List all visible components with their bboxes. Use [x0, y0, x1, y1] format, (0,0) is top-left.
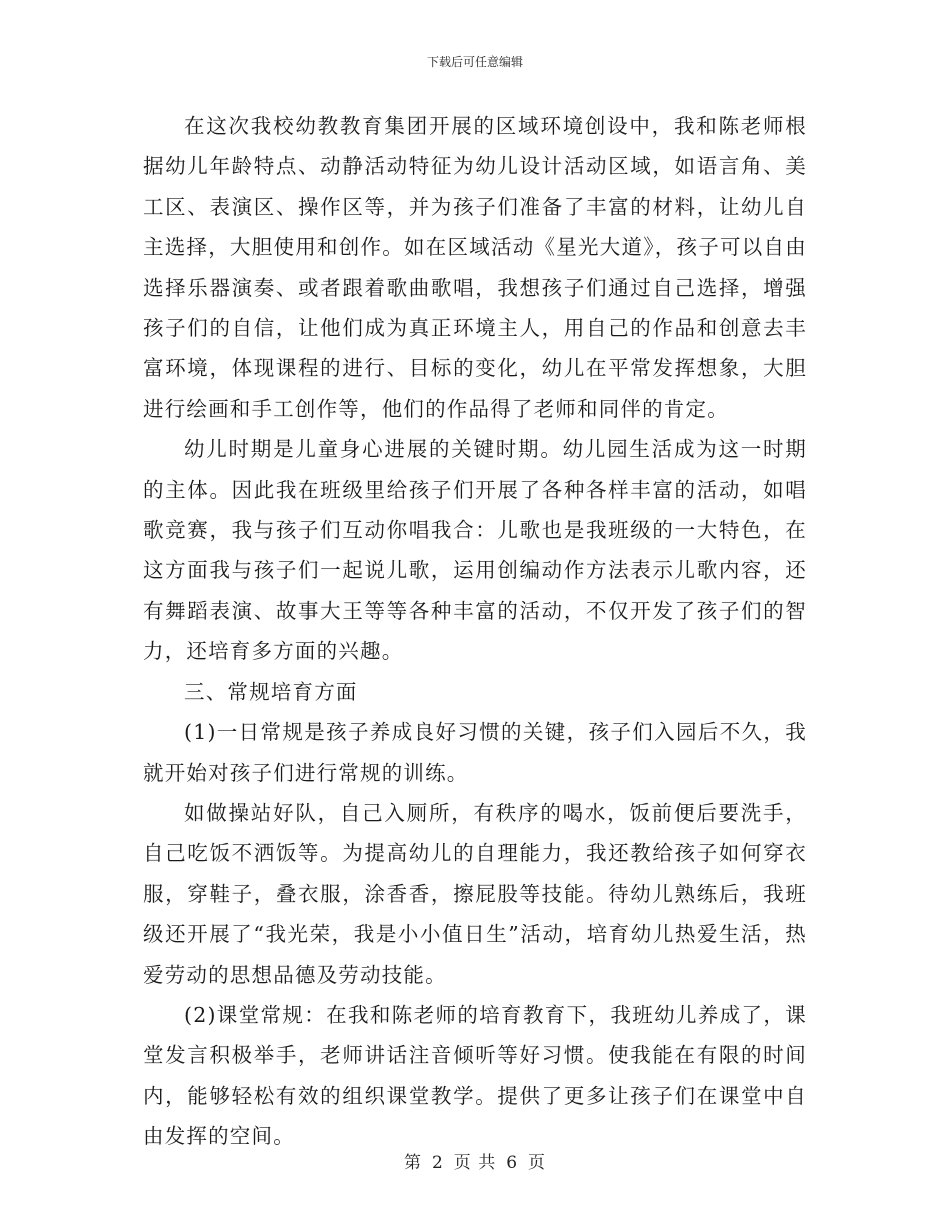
paragraph-self-care: 如做操站好队，自己入厕所，有秩序的喝水，饭前便后要洗手，自己吃饭不洒饭等。为提高幼儿的自理能力，我还教给孩子如何穿衣服，穿鞋子，叠衣服，涂香香，擦屁股等技能。待幼儿熟练后，我班级还开展了“我光荣，我是小小值日生”活动，培育幼儿热爱生活，热爱劳动的思想品德及劳动技能。: [143, 800, 807, 987]
page-footer: [0, 1152, 950, 1174]
footer-middle: 页 共: [453, 1153, 497, 1173]
paragraph-classroom-routine: (2)课堂常规：在我和陈老师的培育教育下，我班幼儿养成了，课堂发言积极举手，老师讲话注音倾听等好习惯。使我能在有限的时间内，能够轻松有效的组织课堂教学。提供了更多让孩子们在课堂中自由发挥的空间。: [143, 1002, 807, 1149]
footer-current-page: 2: [431, 1153, 444, 1173]
paragraph-activities: 幼儿时期是儿童身心进展的关键时期。幼儿园生活成为这一时期的主体。因此我在班级里给孩子们开展了各种各样丰富的活动，如唱歌竞赛，我与孩子们互动你唱我合：儿歌也是我班级的一大特色，在这方面我与孩子们一起说儿歌，运用创编动作方法表示儿歌内容，还有舞蹈表演、故事大王等等各种丰富的活动，不仅开发了孩子们的智力，还培育多方面的兴趣。: [143, 437, 807, 664]
paragraph-daily-routine: (1)一日常规是孩子养成良好习惯的关键，孩子们入园后不久，我就开始对孩子们进行常规的训练。: [143, 720, 807, 785]
footer-prefix: 第: [403, 1153, 422, 1173]
footer-suffix: 页: [528, 1153, 547, 1173]
body-text: [143, 106, 807, 1157]
paragraph-environment: 在这次我校幼教教育集团开展的区域环境创设中，我和陈老师根据幼儿年龄特点、动静活动特征为幼儿设计活动区域，如语言角、美工区、表演区、操作区等，并为孩子们准备了丰富的材料，让幼儿自主选择，大胆使用和创作。如在区域活动《星光大道》，孩子可以自由选择乐器演奏、或者跟着歌曲歌唱，我想孩子们通过自己选择，增强孩子们的自信，让他们成为真正环境主人，用自己的作品和创意去丰富环境，体现课程的进行、目标的变化，幼儿在平常发挥想象，大胆进行绘画和手工创作等，他们的作品得了老师和同伴的肯定。: [143, 114, 807, 421]
footer-total-pages: 6: [506, 1153, 519, 1173]
section-heading-routine: 三、常规培育方面: [184, 679, 358, 704]
header-note: 下载后可任意编辑: [426, 55, 523, 69]
